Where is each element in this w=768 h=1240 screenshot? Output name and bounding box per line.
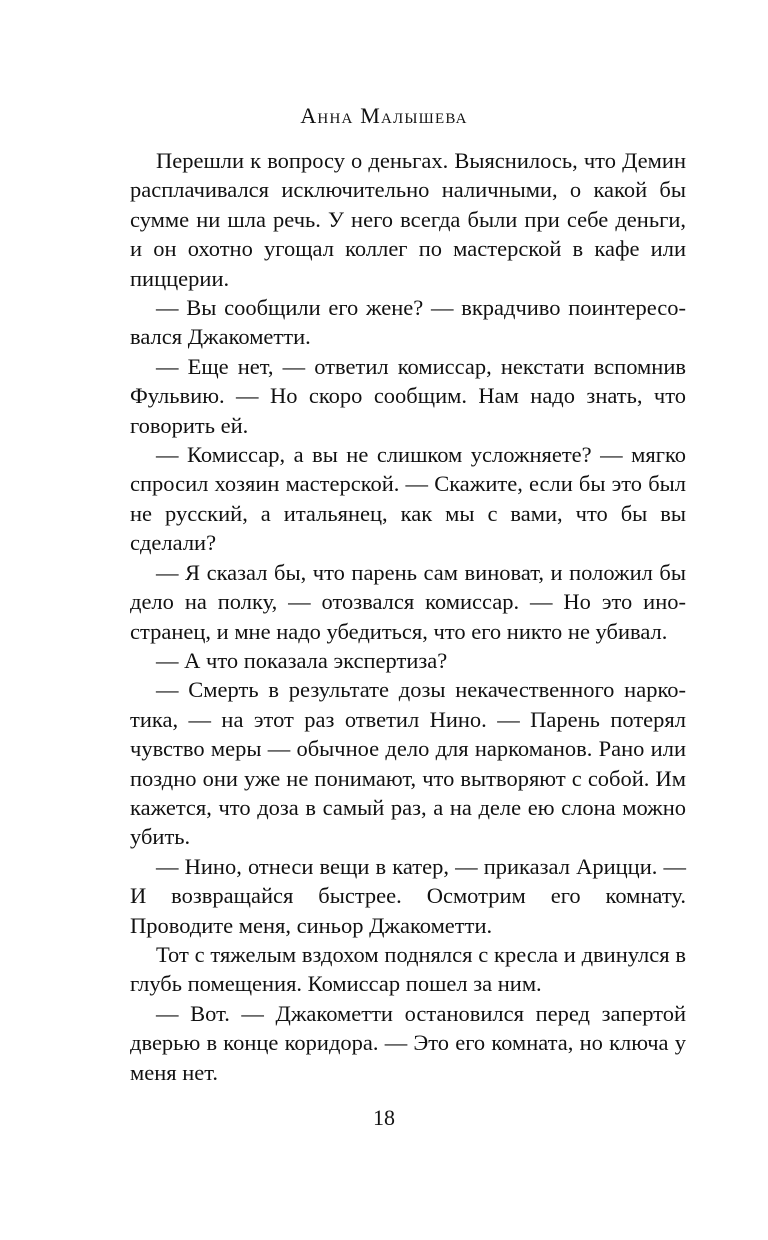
paragraph: — Нино, отнеси вещи в катер, — приказал Арицци. — И возвращайся быстрее. Осмотрим его комнату. Проводите меня, синьор Джакометти. [130, 853, 686, 938]
paragraph: — Комиссар, а вы не слишком усложняете? — мягко спросил хозяин мастерской. — Скажите, если бы это был не русский, а итальянец, как мы с вами, что бы вы сделали? [130, 442, 686, 556]
paragraph: Перешли к вопросу о деньгах. Выяснилось, что Демин расплачивался исключительно наличными, о какой бы сумме ни шла речь. У него всегда были при себе деньги, и он охотно угощал коллег по мастерской в кафе или пиццерии. [130, 148, 686, 291]
paragraph: — А что показала экспертиза? [156, 647, 448, 673]
body-text [130, 146, 686, 1087]
paragraph: — Я сказал бы, что парень сам виноват, и положил бы дело на полку, — отозвался комиссар. — Но это иностранец, и мне надо убедиться, что его никто не убивал. [130, 559, 686, 644]
paragraph: Тот с тяжелым вздохом поднялся с кресла и двинулся в глубь помещения. Комиссар пошел за ним. [130, 941, 686, 997]
paragraph: — Еще нет, — ответил комиссар, некстати вспомнив Фульвию. — Но скоро сообщим. Нам надо знать, что говорить ей. [130, 353, 686, 438]
paragraph: — Смерть в результате дозы некачественного наркотика, — на этот раз ответил Нино. — Парень потерял чувство меры — обычное дело для наркоманов. Рано или поздно они уже не понимают, что вытворяют с собой. Им кажется, что доза в самый раз, а на деле ею слона можно убить. [130, 677, 686, 850]
paragraph: — Вот. — Джакометти остановился перед запертой дверью в конце коридора. — Это его комната, но ключа у меня нет. [130, 1000, 686, 1085]
running-header-author: Анна Малышева [300, 103, 468, 128]
paragraph: — Вы сообщили его жене? — вкрадчиво поинтересовался Джакометти. [130, 295, 686, 350]
page-number: 18 [373, 1105, 395, 1130]
